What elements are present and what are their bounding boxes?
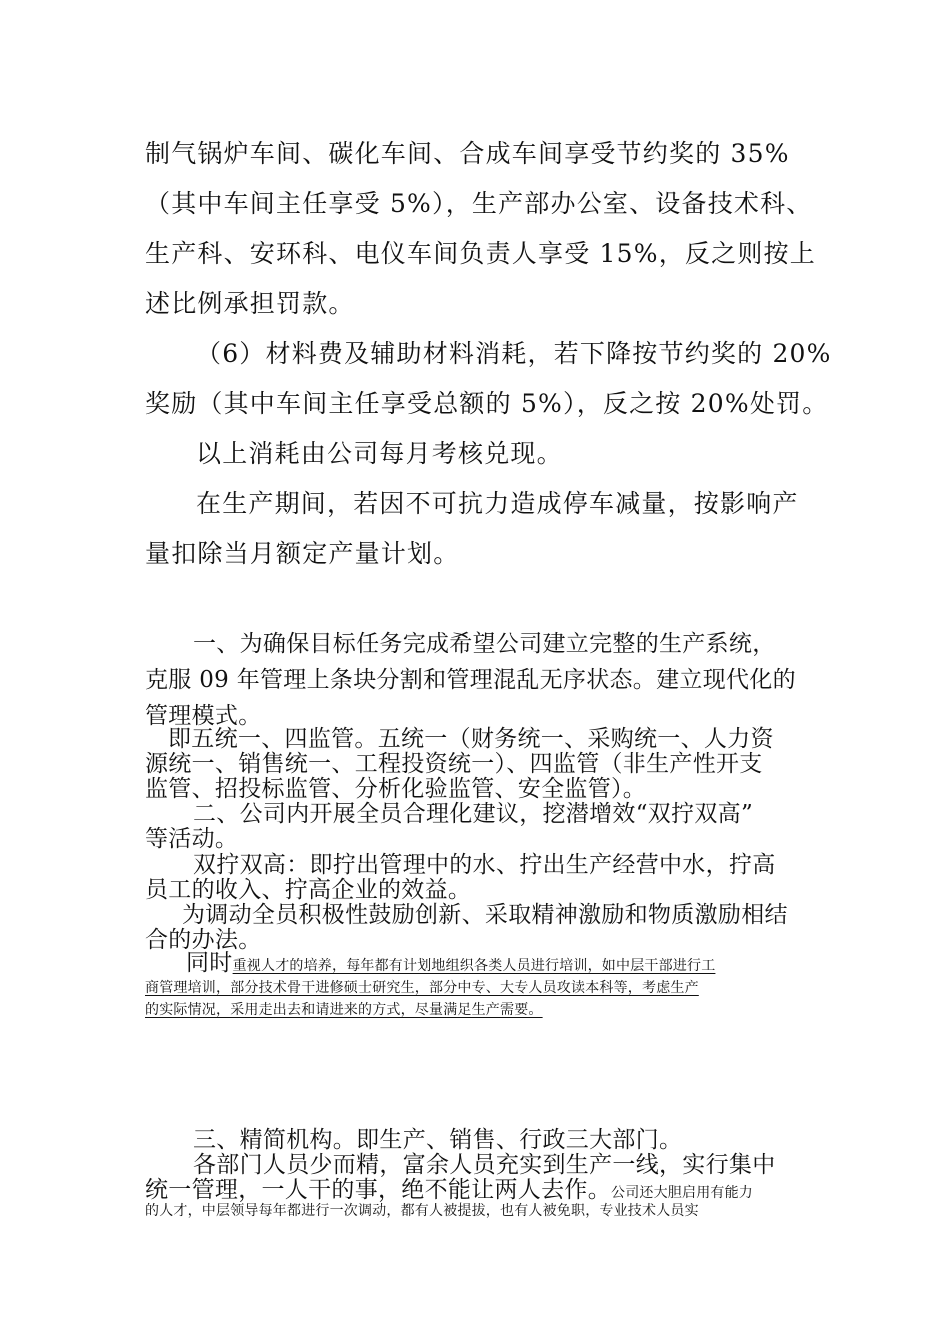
section-one-line-2: 克服 09 年管理上条块分割和管理混乱无序状态。建立现代化的 [145,667,796,693]
five-unify-line-2: 源统一、销售统一、工程投资统一）、四监管（非生产性开支 [145,751,763,777]
streamline-line-1: 各部门人员少而精，富余人员充实到生产一线，实行集中 [193,1152,776,1178]
paragraph-bonus-line-1: 制气锅炉车间、碳化车间、合成车间享受节约奖的 35% [145,139,790,168]
paragraph-force-majeure-line-2: 量扣除当月额定产量计划。 [145,539,460,568]
section-two-line-2: 等活动。 [145,826,239,852]
paragraph-materials-line-2: 奖励（其中车间主任享受总额的 5%），反之按 20%处罚。 [145,389,829,418]
streamline-line-2-small: 公司还大胆启用有能力 [611,1185,753,1201]
training-line-1: 重视人才的培养，每年都有计划地组织各类人员进行培训，如中层干部进行工 [232,958,716,974]
training-paragraph-first-line [186,944,715,977]
incentive-line-2: 合的办法。 [145,927,262,953]
paragraph-bonus-line-3: 生产科、安环科、电仪车间负责人享受 15%，反之则按上 [145,239,816,268]
section-one-line-1: 一、为确保目标任务完成希望公司建立完整的生产系统， [193,631,776,657]
five-unify-line-1: 即五统一、四监管。五统一（财务统一、采购统一、人力资 [168,726,774,752]
paragraph-assessment: 以上消耗由公司每月考核兑现。 [196,439,563,468]
training-line-3: 的实际情况，采用走出去和请进来的方式，尽量满足生产需要。 [145,1002,543,1018]
section-two-line-1: 二、公司内开展全员合理化建议，挖潜增效“双拧双高” [193,801,754,827]
section-three: 三、精简机构。即生产、销售、行政三大部门。 [193,1127,683,1153]
section-one-line-3: 管理模式。 [145,703,262,729]
training-lead-word: 同时 [186,950,233,976]
paragraph-bonus-line-2: （其中车间主任享受 5%），生产部办公室、设备技术科、 [145,189,813,218]
streamline-line-3: 的人才，中层领导每年都进行一次调动，都有人被提拔，也有人被免职，专业技术人员实 [145,1203,699,1219]
double-twist-line-1: 双拧双高：即拧出管理中的水、拧出生产经营中水，拧高 [193,852,776,878]
incentive-line-1: 为调动全员积极性鼓励创新、采取精神激励和物质激励相结 [182,902,788,928]
training-line-2: 商管理培训，部分技术骨干进修硕士研究生，部分中专、大专人员攻读本科等，考虑生产 [145,980,699,996]
five-unify-line-3: 监管、招投标监管、分析化验监管、安全监管）。 [145,776,647,802]
paragraph-force-majeure-line-1: 在生产期间，若因不可抗力造成停车减量，按影响产 [196,489,799,518]
double-twist-line-2: 员工的收入、拧高企业的效益。 [145,877,472,903]
streamline-line-2-main: 统一管理，一人干的事，绝不能让两人去作。 [145,1177,611,1203]
paragraph-bonus-line-4: 述比例承担罚款。 [145,289,355,318]
paragraph-materials-line-1: （6）材料费及辅助材料消耗，若下降按节约奖的 20% [196,339,832,368]
